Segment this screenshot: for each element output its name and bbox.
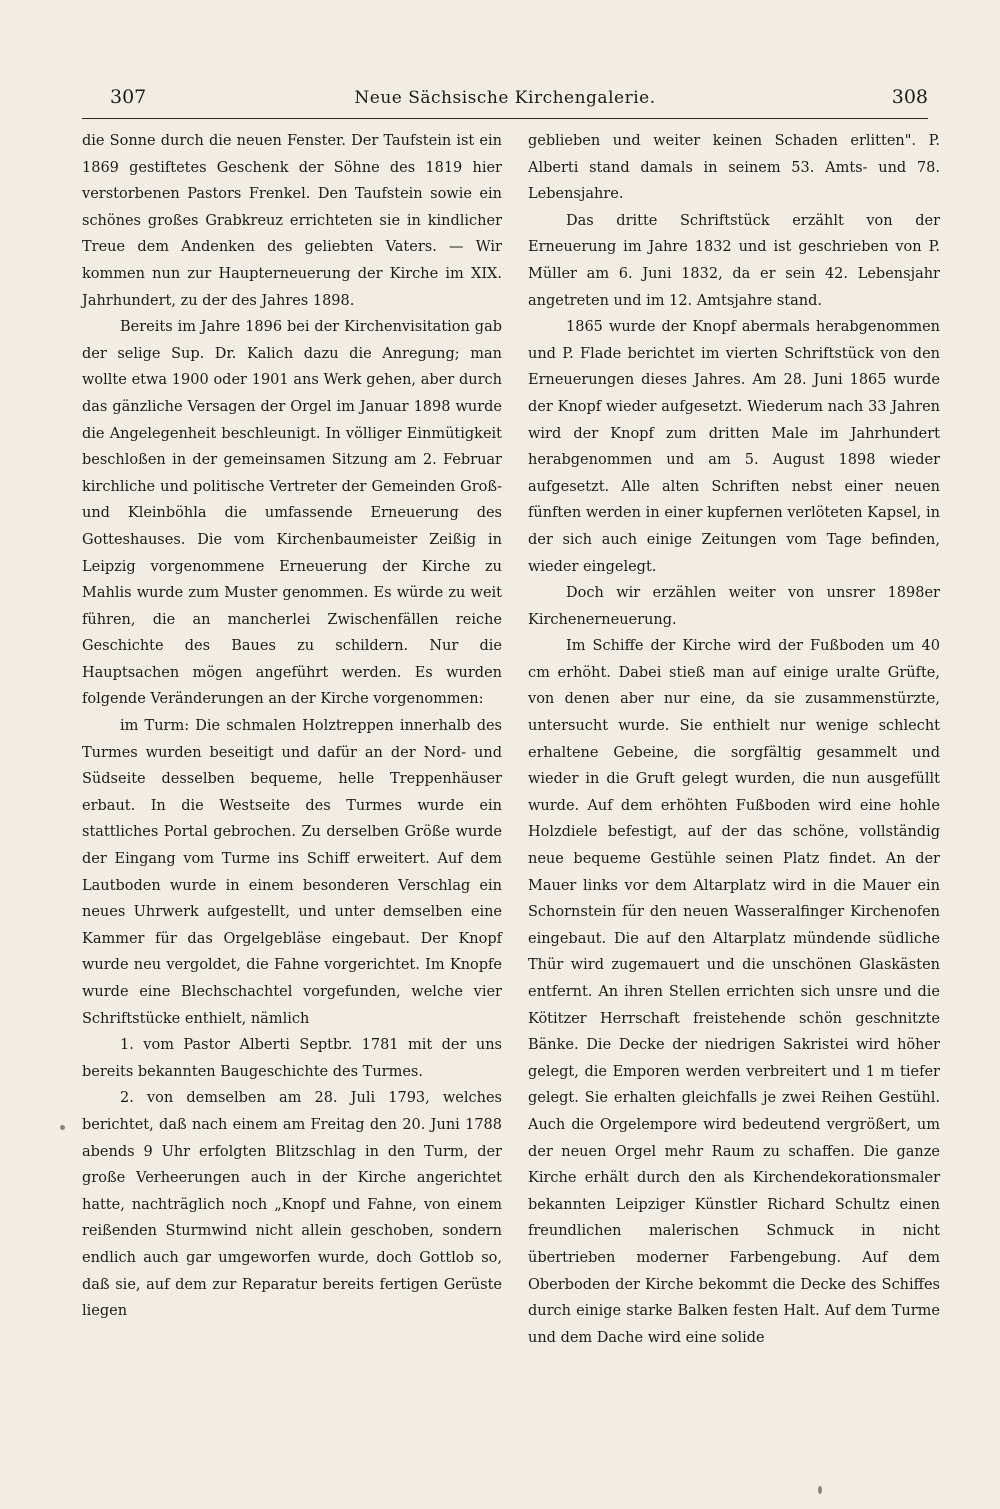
running-header xyxy=(82,86,928,114)
paper-speck xyxy=(60,1125,65,1130)
paragraph: die Sonne durch die neuen Fenster. Der Taufstein ist ein 1869 gestiftetes Geschenk der Söhne des 1819 hier verstorbenen Pastors Frenkel. Den Taufstein sowie ein schönes großes Grabkreuz errichteten sie in kindlicher Treue dem Andenken des geliebten Vaters. — Wir kommen nun zur Haupterneuerung der Kirche im XIX. Jahrhundert, zu der des Jahres 1898. xyxy=(82,133,502,309)
page-number-right: 308 xyxy=(891,86,928,108)
paragraph: Das dritte Schriftstück erzählt von der Erneuerung im Jahre 1832 und ist geschrieben von P. Müller am 6. Juni 1832, da er sein 42. Lebensjahr angetreten und im 12. Amtsjahre stand. xyxy=(528,212,940,309)
paragraph: 1865 wurde der Knopf abermals herabgenommen und P. Flade berichtet im vierten Schriftstück von den Erneuerungen dieses Jahres. Am 28. Juni 1865 wurde der Knopf wieder aufgesetzt. Wiederum nach 33 Jahren wird der Knopf zum dritten Male im Jahrhundert herabgenommen und am 5. August 1898 wieder aufgesetzt. Alle alten Schriften nebst einer neuen fünften werden in einer kupfernen verlöteten Kapsel, in der sich auch einige Zeitungen vom Tage befinden, wieder eingelegt. xyxy=(528,319,940,575)
list-item: 2. von demselben am 28. Juli 1793, welches berichtet, daß nach einem am Freitag den 20. Juni 1788 abends 9 Uhr erfolgten Blitzschlag in den Turm, der große Verheerungen auch in der Kirche angerichtet hatte, nachträglich noch „Knopf und Fahne, von einem reißenden Sturmwind nicht allein geschoben, sondern endlich auch gar umgeworfen wurde, doch Gottlob so, daß sie, auf dem zur Reparatur bereits fertigen Gerüste liegen xyxy=(82,1090,502,1320)
left-column xyxy=(82,128,502,1325)
page-number-left: 307 xyxy=(110,86,147,108)
list-item: 1. vom Pastor Alberti Septbr. 1781 mit der uns bereits bekannten Baugeschichte des Turmes. xyxy=(82,1037,502,1080)
paragraph: Doch wir erzählen weiter von unsrer 1898er Kirchenerneuerung. xyxy=(528,585,940,628)
paragraph: Bereits im Jahre 1896 bei der Kirchenvisitation gab der selige Sup. Dr. Kalich dazu die Anregung; man wollte etwa 1900 oder 1901 ans Werk gehen, aber durch das gänzliche Versagen der Orgel im Januar 1898 wurde die Angelegenheit beschleunigt. In völliger Einmütigkeit beschloßen in der gemeinsamen Sitzung am 2. Februar kirchliche und politische Vertreter der Gemeinden Groß- und Kleinböhla die umfassende Erneuerung des Gotteshauses. Die vom Kirchenbaumeister Zeißig in Leipzig vorgenommene Erneuerung der Kirche zu Mahlis wurde zum Muster genommen. Es würde zu weit führen, die an mancherlei Zwischenfällen reiche Geschichte des Baues zu schildern. Nur die Hauptsachen mögen angeführt werden. Es wurden folgende Veränderungen an der Kirche vorgenommen: xyxy=(82,319,502,708)
running-title: Neue Sächsische Kirchengalerie. xyxy=(354,88,656,108)
paper-speck xyxy=(818,1486,822,1494)
paragraph: im Turm: Die schmalen Holztreppen innerhalb des Turmes wurden beseitigt und dafür an der Nord- und Südseite desselben bequeme, helle Treppenhäuser erbaut. In die Westseite des Turmes wurde ein stattliches Portal gebrochen. Zu derselben Größe wurde der Eingang vom Turme ins Schiff erweitert. Auf dem Lautboden wurde in einem besonderen Verschlag ein neues Uhrwerk aufgestellt, und unter demselben eine Kammer für das Orgelgebläse eingebaut. Der Knopf wurde neu vergoldet, die Fahne vorgerichtet. Im Knopfe wurde eine Blechschachtel vorgefunden, welche vier Schriftstücke enthielt, nämlich xyxy=(82,718,502,1027)
paragraph: Im Schiffe der Kirche wird der Fußboden um 40 cm erhöht. Dabei stieß man auf einige uralte Grüfte, von denen aber nur eine, da sie zusammenstürzte, untersucht wurde. Sie enthielt nur wenige schlecht erhaltene Gebeine, die sorgfältig gesammelt und wieder in die Gruft gelegt wurden, die nun ausgefüllt wurde. Auf dem erhöhten Fußboden wird eine hohle Holzdiele befestigt, auf der das schöne, vollständig neue bequeme Gestühle seinen Platz findet. An der Mauer links vor dem Altarplatz wird in die Mauer ein Schornstein für den neuen Wasseralfinger Kirchenofen eingebaut. Die auf den Altarplatz mündende südliche Thür wird zugemauert und die unschönen Glaskästen entfernt. An ihren Stellen errichten sich unsre und die Kötitzer Herrschaft freistehende schön geschnitzte Bänke. Die Decke der niedrigen Sakristei wird höher gelegt, die Emporen werden verbreitert und 1 m tiefer gelegt. Sie erhalten gleichfalls je zwei Reihen Gestühl. Auch die Orgelempore wird bedeutend vergrößert, um der neuen Orgel mehr Raum zu schaffen. Die ganze Kirche erhält durch den als Kirchendekorationsmaler bekannten Leipziger Künstler Richard Schultz einen freundlichen malerischen Schmuck in nicht übertrieben moderner Farbengebung. Auf dem Oberboden der Kirche bekommt die Decke des Schiffes durch einige starke Balken festen Halt. Auf dem Turme und dem Dache wird eine solide xyxy=(528,638,940,1346)
paragraph: geblieben und weiter keinen Schaden erlitten". P. Alberti stand damals in seinem 53. Amts- und 78. Lebensjahre. xyxy=(528,133,940,203)
header-rule xyxy=(82,118,928,119)
right-column xyxy=(528,128,940,1351)
